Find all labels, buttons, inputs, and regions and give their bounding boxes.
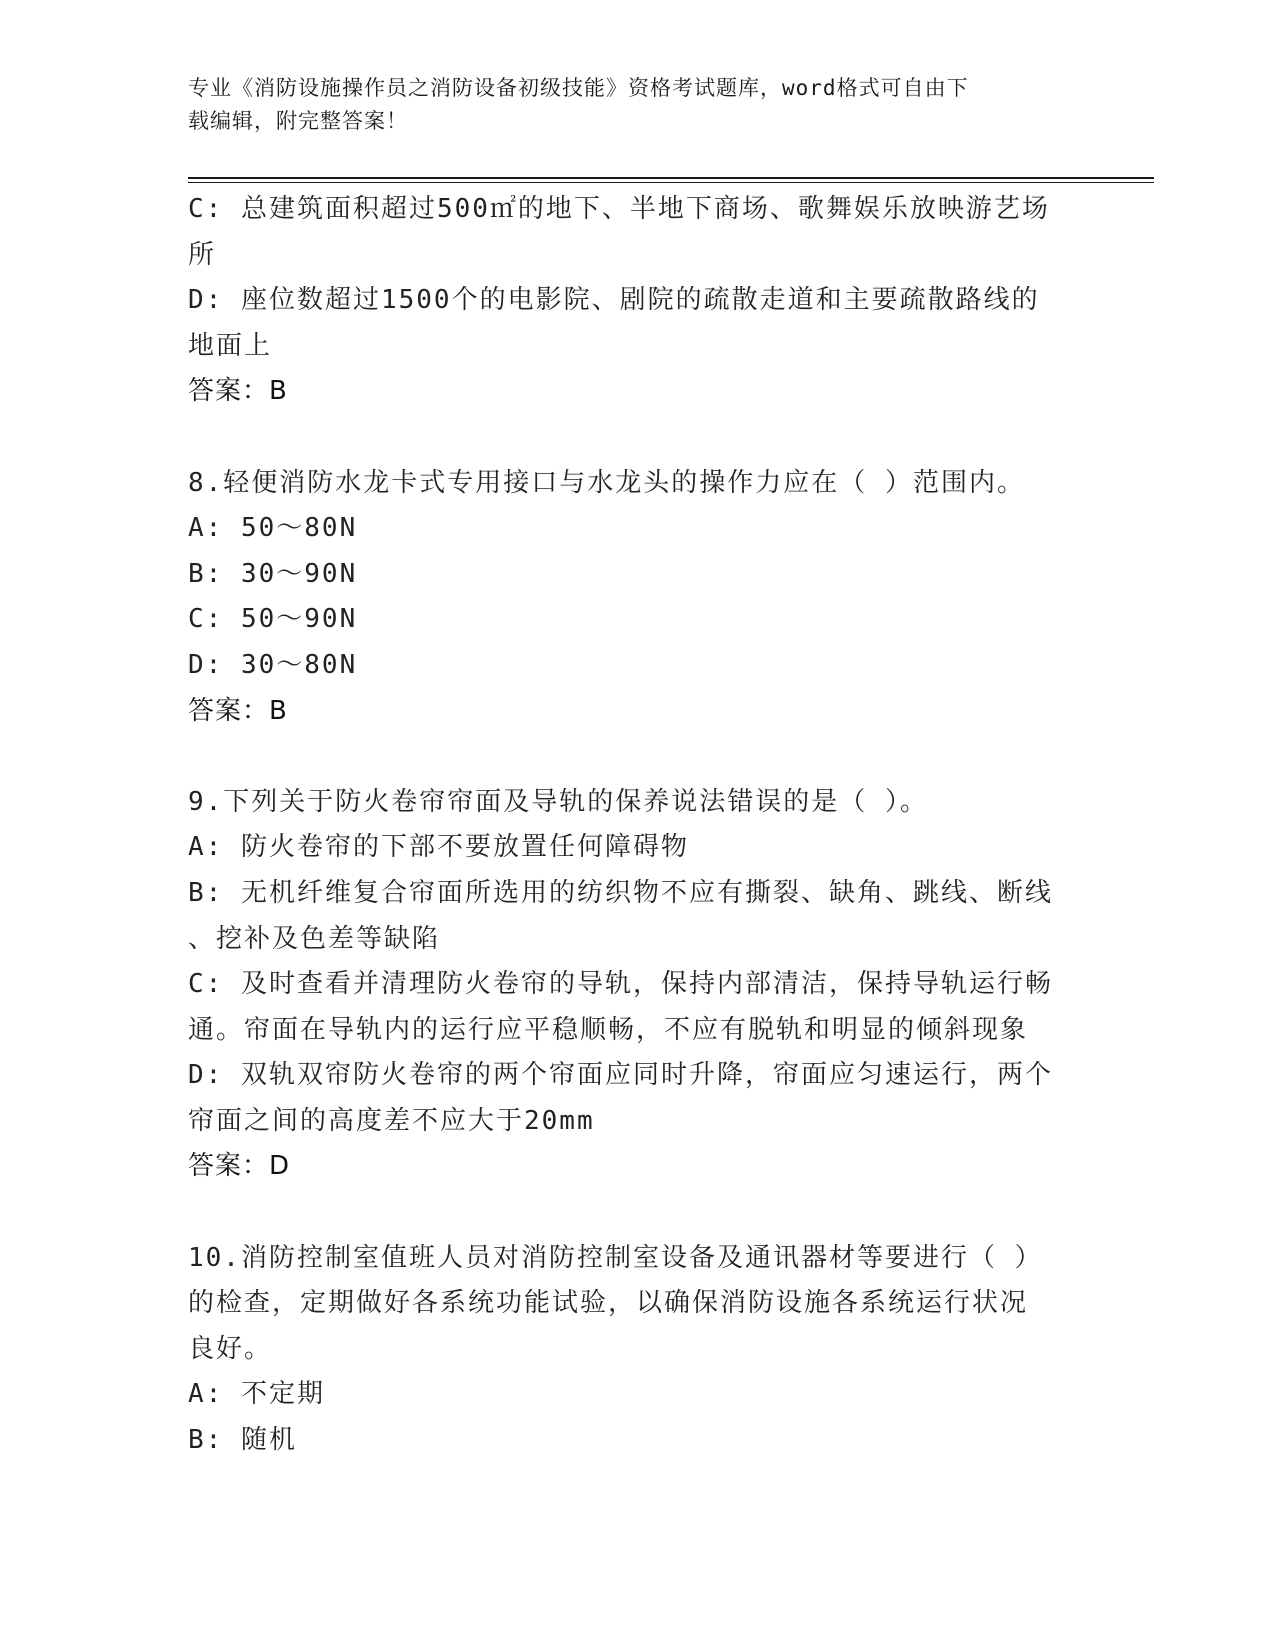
question-body	[188, 187, 1078, 1464]
q8-option-c: C: 50～90N	[188, 604, 358, 635]
q9-option-b-line-1: B: 无机纤维复合帘面所选用的纺织物不应有撕裂、缺角、跳线、断线	[188, 877, 1053, 908]
header-divider-thick	[188, 177, 1154, 179]
q9-option-a: A: 防火卷帘的下部不要放置任何障碍物	[188, 832, 689, 863]
q9-option-c-line-2: 通。帘面在导轨内的运行应平稳顺畅，不应有脱轨和明显的倾斜现象	[188, 1014, 1029, 1045]
q7-option-c-line-2: 所	[188, 239, 217, 270]
q9-answer: 答案：D	[188, 1151, 291, 1182]
q7-option-d-line-1: D: 座位数超过1500个的电影院、剧院的疏散走道和主要疏散路线的	[188, 285, 1040, 316]
q8-answer: 答案：B	[188, 695, 288, 726]
q9-stem: 9.下列关于防火卷帘帘面及导轨的保养说法错误的是（ ）。	[188, 786, 928, 817]
q7-option-c-line-1: C: 总建筑面积超过500㎡的地下、半地下商场、歌舞娱乐放映游艺场	[188, 194, 1050, 224]
spacer	[188, 734, 1078, 780]
spacer	[188, 1190, 1078, 1236]
q10-stem-line-1: 10.消防控制室值班人员对消防控制室设备及通讯器材等要进行（ ）	[188, 1242, 1043, 1273]
question-7	[188, 187, 1078, 415]
q8-stem: 8.轻便消防水龙卡式专用接口与水龙头的操作力应在（ ）范围内。	[188, 467, 1025, 498]
page-header	[188, 72, 1088, 138]
spacer	[188, 415, 1078, 461]
q8-option-a: A: 50～80N	[188, 513, 358, 544]
q7-option-d-line-2: 地面上	[188, 330, 273, 361]
question-10	[188, 1236, 1078, 1464]
question-8	[188, 461, 1078, 735]
q10-stem-line-3: 良好。	[188, 1333, 273, 1364]
q10-stem-line-2: 的检查，定期做好各系统功能试验，以确保消防设施各系统运行状况	[188, 1288, 1029, 1319]
q9-option-d-line-1: D: 双轨双帘防火卷帘的两个帘面应同时升降，帘面应匀速运行，两个	[188, 1060, 1053, 1091]
header-divider-thin	[188, 182, 1154, 183]
q9-option-b-line-2: 、挖补及色差等缺陷	[188, 923, 441, 954]
header-line-2: 载编辑，附完整答案！	[188, 109, 408, 133]
q8-option-b: B: 30～90N	[188, 558, 358, 589]
q10-option-a: A: 不定期	[188, 1379, 325, 1410]
q9-option-c-line-1: C: 及时查看并清理防火卷帘的导轨，保持内部清洁，保持导轨运行畅	[188, 969, 1053, 1000]
q8-option-d: D: 30～80N	[188, 649, 358, 680]
q7-answer: 答案：B	[188, 376, 288, 407]
header-line-1: 专业《消防设施操作员之消防设备初级技能》资格考试题库，word格式可自由下	[188, 76, 969, 100]
q9-option-d-line-2: 帘面之间的高度差不应大于20mm	[188, 1105, 595, 1136]
question-9	[188, 780, 1078, 1190]
q10-option-b: B: 随机	[188, 1425, 297, 1456]
